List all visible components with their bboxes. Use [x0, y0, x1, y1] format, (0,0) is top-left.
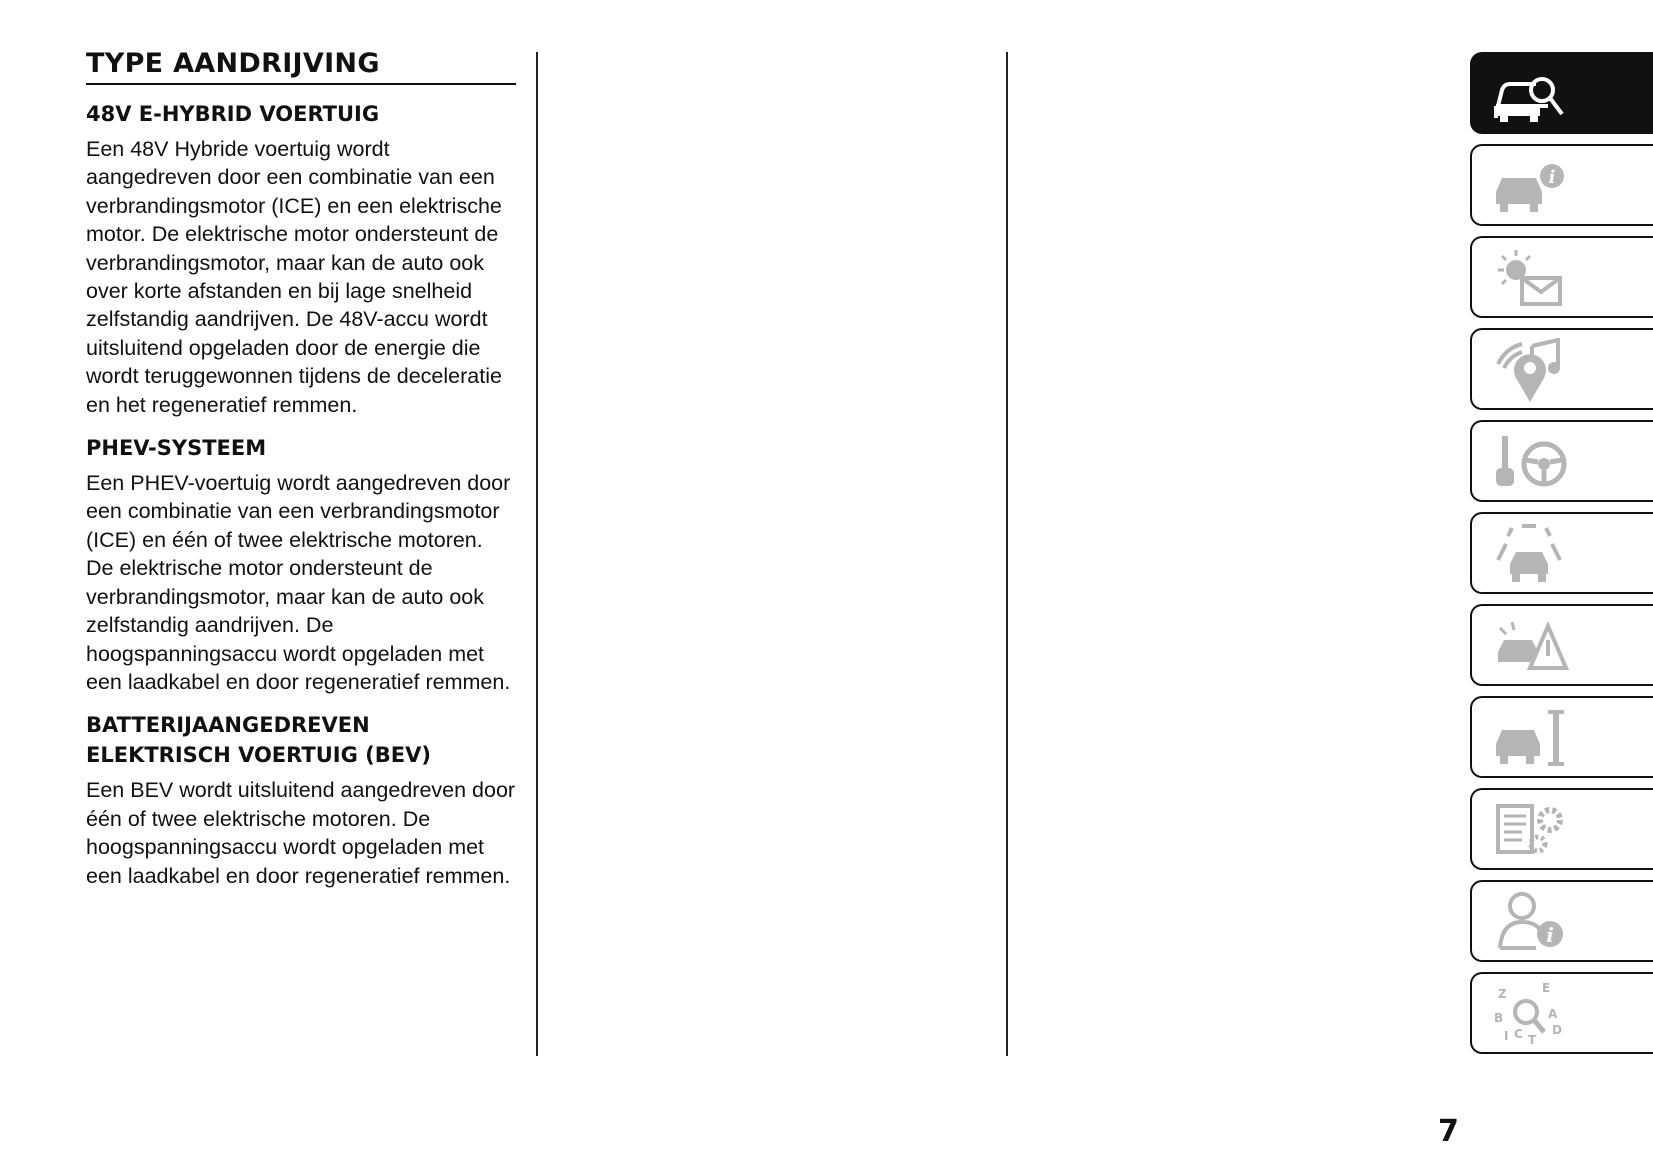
page-title: TYPE AANDRIJVING	[86, 48, 516, 85]
specifications-gear-icon	[1492, 798, 1572, 862]
car-info-icon	[1492, 154, 1572, 218]
radio-music-navigation-icon	[1492, 338, 1572, 402]
svg-text:i: i	[1548, 167, 1556, 188]
warning-light-message-icon	[1492, 246, 1572, 310]
section-heading: BATTERIJAANGEDREVEN ELEKTRISCH VOERTUIG (BEV)	[86, 713, 431, 768]
tab-maintenance[interactable]	[1470, 696, 1653, 778]
person-info-icon	[1492, 890, 1572, 954]
tab-multimedia[interactable]	[1470, 328, 1653, 410]
svg-text:A: A	[1548, 1007, 1558, 1021]
svg-text:Z: Z	[1498, 987, 1507, 1001]
alphabetical-index-icon	[1492, 982, 1572, 1046]
tab-owner-info[interactable]	[1470, 880, 1653, 962]
main-column	[86, 48, 516, 890]
svg-text:B: B	[1494, 1011, 1504, 1025]
tab-index[interactable]	[1470, 972, 1653, 1054]
column-divider	[536, 52, 538, 1056]
car-lane-icon	[1492, 522, 1572, 586]
svg-text:I: I	[1504, 1029, 1509, 1043]
section-body: Een 48V Hybride voertuig wordt aangedreven door een combinatie van een verbrandingsmotor (ICE) en een elektrische motor. De elektrische motor ondersteunt de verbrandingsmotor, maar kan de auto ook over korte afstanden en bij lage snelheid zelfstandig aandrijven. De 48V-accu wordt uitsluitend opgeladen door de energie die wordt teruggewonnen tijdens de deceleratie en het regeneratief remmen.	[86, 137, 502, 417]
svg-text:T: T	[1528, 1033, 1537, 1046]
car-maintenance-icon	[1492, 706, 1572, 770]
svg-text:E: E	[1542, 982, 1551, 995]
svg-text:D: D	[1552, 1023, 1562, 1037]
svg-text:i: i	[1546, 923, 1554, 947]
tab-driver-assist[interactable]	[1470, 512, 1653, 594]
column-divider	[1006, 52, 1008, 1056]
page-number: 7	[1438, 1114, 1459, 1149]
car-emergency-icon	[1492, 614, 1572, 678]
section-heading: PHEV-SYSTEEM	[86, 436, 267, 461]
tab-car-info[interactable]	[1470, 144, 1653, 226]
section-bev	[86, 710, 516, 890]
tab-car-search[interactable]	[1470, 52, 1653, 134]
section-48v-hybrid	[86, 99, 516, 419]
svg-text:C: C	[1514, 1027, 1523, 1041]
section-body: Een PHEV-voertuig wordt aangedreven door een combinatie van een verbrandingsmotor (ICE) en één of twee elektrische motoren. De elektrische motor ondersteunt de verbrandingsmotor, maar kan de auto ook zelfstandig aandrijven. De hoogspanningsaccu wordt opgeladen met een laadkabel en door regeneratief remmen.	[86, 471, 511, 694]
section-heading: 48V E-HYBRID VOERTUIG	[86, 102, 380, 126]
car-search-icon	[1492, 62, 1572, 126]
tab-emergency[interactable]	[1470, 604, 1653, 686]
section-phev	[86, 433, 516, 696]
section-body: Een BEV wordt uitsluitend aangedreven door één of twee elektrische motoren. De hoogspanningsaccu wordt opgeladen met een laadkabel en door regeneratief remmen.	[86, 778, 516, 888]
tab-starting-driving[interactable]	[1470, 420, 1653, 502]
tab-warning-lights[interactable]	[1470, 236, 1653, 318]
gear-lever-steering-wheel-icon	[1492, 430, 1572, 494]
tab-technical-data[interactable]	[1470, 788, 1653, 870]
